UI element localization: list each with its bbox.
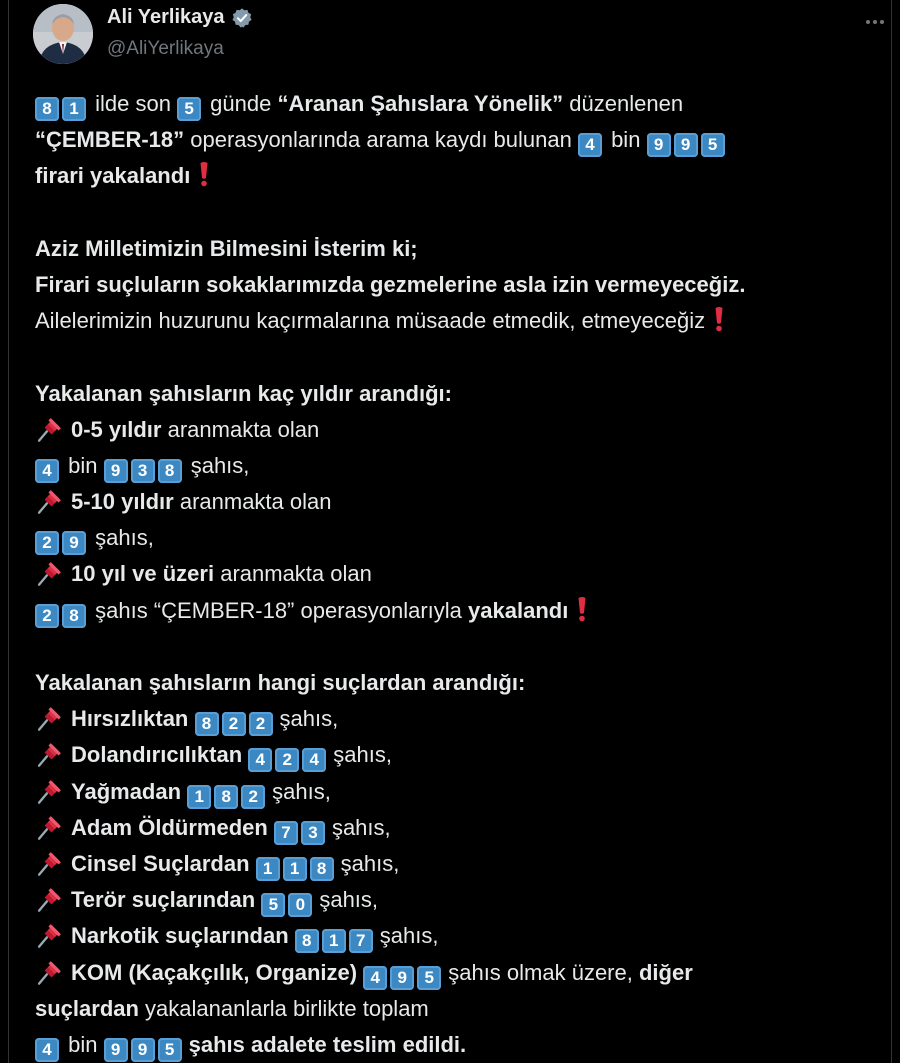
text-span: aranmakta olan (161, 416, 320, 442)
text-span: günde (204, 91, 278, 116)
text-span: şahıs, (279, 706, 339, 732)
tweet-line (35, 918, 885, 954)
tweet-line (35, 774, 885, 810)
text-span: Narkotik suçlarından (71, 923, 289, 949)
tweet-line (35, 846, 885, 882)
tweet-line (35, 556, 885, 592)
verified-badge-icon (231, 7, 253, 29)
keycap-digit: 1 (256, 857, 280, 881)
text-span: Yakalanan şahısların hangi suçlardan arandığı: (35, 670, 526, 695)
keycap-digit: 9 (647, 133, 671, 157)
text-span: şahıs, (319, 887, 379, 913)
text-span: Hırsızlıktan (71, 706, 189, 732)
keycap-group (363, 955, 444, 991)
text-span: şahıs “ÇEMBER-18” operasyonlarıyla (89, 597, 469, 623)
keycap-digit: 1 (322, 929, 346, 953)
pushpin-icon (35, 487, 65, 515)
text-span: operasyonlarında arama kaydı bulunan (184, 127, 578, 153)
keycap-digit: 8 (310, 857, 334, 881)
exclamation-icon (198, 161, 210, 187)
tweet-line (35, 520, 885, 556)
tweet-line (35, 810, 885, 846)
keycap-digit: 2 (35, 531, 59, 555)
keycap-group (104, 1027, 185, 1063)
text-span: Yağmadan (71, 778, 182, 804)
keycap-digit: 7 (274, 821, 298, 845)
pushpin-icon (35, 740, 65, 768)
tweet-line (35, 86, 885, 122)
display-name[interactable]: Ali Yerlikaya (107, 6, 225, 28)
keycap-digit: 5 (158, 1038, 182, 1062)
keycap-digit: 1 (62, 97, 86, 121)
keycap-digit: 9 (131, 1038, 155, 1062)
text-span: şahıs olmak üzere, (448, 959, 639, 985)
keycap-digit: 9 (674, 133, 698, 157)
keycap-digit: 5 (261, 893, 285, 917)
more-dot (880, 20, 884, 24)
more-dot (873, 20, 877, 24)
pushpin-icon (35, 415, 65, 443)
tweet-frame (8, 0, 892, 1063)
keycap-digit: 0 (288, 893, 312, 917)
keycap-digit: 2 (222, 712, 246, 736)
keycap-digit: 4 (578, 133, 602, 157)
keycap-digit: 9 (104, 1038, 128, 1062)
text-span: bin (62, 452, 104, 478)
text-span: Adam Öldürmeden (71, 814, 268, 840)
keycap-group (295, 918, 376, 954)
text-span: Terör suçlarından (71, 887, 256, 913)
more-options-icon[interactable] (861, 10, 889, 34)
avatar[interactable] (33, 4, 93, 64)
keycap-digit: 8 (214, 785, 238, 809)
keycap-group (187, 774, 268, 810)
tweet-line (35, 484, 885, 520)
keycap-digit: 1 (187, 785, 211, 809)
blank-line (35, 339, 885, 375)
pushpin-icon (35, 921, 65, 949)
tweet-line (35, 955, 885, 991)
text-span: şahıs, (184, 452, 250, 478)
text-span: “Aranan Şahıslara Yönelik” (277, 91, 564, 116)
tweet-line (35, 882, 885, 918)
keycap-digit: 4 (363, 966, 387, 990)
text-span: aranmakta olan (214, 561, 372, 587)
keycap-group (256, 846, 337, 882)
text-span: şahıs, (333, 742, 392, 768)
text-span: ilde son (89, 91, 178, 116)
keycap-digit: 4 (302, 748, 326, 772)
tweet-line (35, 412, 885, 448)
pushpin-icon (35, 813, 65, 841)
keycap-digit: 2 (241, 785, 265, 809)
keycap-digit: 2 (275, 748, 299, 772)
text-span: düzenlenen (563, 91, 684, 116)
exclamation-icon (713, 306, 725, 332)
text-span: yakalandı (468, 597, 569, 623)
text-span: şahıs, (340, 850, 400, 876)
text-span: şahıs, (379, 923, 439, 949)
blank-line (35, 629, 885, 665)
keycap-digit: 8 (158, 459, 182, 483)
tweet-line (35, 303, 885, 339)
text-span: aranmakta olan (173, 489, 332, 515)
text-span: şahıs adalete teslim edildi. (188, 1031, 467, 1057)
tweet-line (35, 701, 885, 737)
text-span: bin (604, 127, 647, 153)
tweet-line (35, 991, 885, 1027)
user-handle[interactable]: @AliYerlikaya (107, 38, 224, 59)
pushpin-icon (35, 885, 65, 913)
keycap-digit: 9 (104, 459, 128, 483)
tweet-line (35, 448, 885, 484)
keycap-digit: 9 (62, 531, 86, 555)
text-span: 10 yıl ve üzeri (71, 561, 215, 587)
text-span: şahıs, (89, 525, 154, 551)
tweet-line (35, 231, 885, 267)
text-span: 5-10 yıldır (71, 489, 174, 515)
text-span: KOM (Kaçakçılık, Organize) (71, 959, 358, 985)
tweet-line (35, 267, 885, 303)
keycap-group (261, 882, 315, 918)
keycap-digit: 3 (301, 821, 325, 845)
tweet-line (35, 593, 885, 629)
more-dot (866, 20, 870, 24)
keycap-digit: 8 (295, 929, 319, 953)
tweet-line (35, 1027, 885, 1063)
pushpin-icon (35, 704, 65, 732)
text-span: bin (62, 1031, 104, 1057)
text-span: şahıs, (331, 814, 391, 840)
keycap-group (195, 701, 276, 737)
tweet-text (35, 86, 885, 1063)
text-span: şahıs, (272, 778, 331, 804)
pushpin-icon (35, 559, 65, 587)
text-span: Aziz Milletimizin Bilmesini İsterim ki; (35, 235, 418, 261)
keycap-digit: 2 (35, 604, 59, 628)
blank-line (35, 195, 885, 231)
keycap-group (274, 810, 328, 846)
keycap-digit: 3 (131, 459, 155, 483)
text-span: Firari suçluların sokaklarımızda gezmelerine asla izin vermeyeceğiz. (35, 271, 746, 297)
keycap-digit: 5 (417, 966, 441, 990)
tweet-line (35, 376, 885, 412)
keycap-digit: 5 (177, 97, 201, 121)
keycap-digit: 1 (283, 857, 307, 881)
keycap-digit: 5 (701, 133, 725, 157)
pushpin-icon (35, 777, 65, 805)
keycap-digit: 7 (349, 929, 373, 953)
text-span: suçlardan (35, 995, 139, 1021)
tweet-line (35, 737, 885, 773)
keycap-digit: 2 (249, 712, 273, 736)
tweet-line (35, 158, 885, 194)
tweet-line (35, 665, 885, 701)
text-span: 0-5 yıldır (71, 416, 162, 442)
text-span: Dolandırıcılıktan (71, 742, 243, 768)
text-span: yakalananlarla birlikte toplam (138, 995, 429, 1021)
text-span: Ailelerimizin huzurunu kaçırmalarına müsaade etmedik, etmeyeceğiz (35, 308, 712, 334)
keycap-digit: 8 (195, 712, 219, 736)
exclamation-icon (576, 596, 588, 622)
keycap-digit: 4 (35, 459, 59, 483)
tweet-header (33, 4, 893, 68)
tweet-line (35, 122, 885, 158)
keycap-digit: 8 (35, 97, 59, 121)
keycap-digit: 4 (248, 748, 272, 772)
keycap-digit: 9 (390, 966, 414, 990)
keycap-digit: 8 (62, 604, 86, 628)
text-span: “ÇEMBER-18” (35, 127, 185, 153)
pushpin-icon (35, 849, 65, 877)
keycap-group (248, 737, 329, 773)
text-span: diğer (638, 959, 693, 985)
name-row (107, 6, 253, 29)
keycap-digit: 4 (35, 1038, 59, 1062)
text-span: Yakalanan şahısların kaç yıldır arandığı: (35, 380, 452, 406)
text-span: firari yakalandı (35, 163, 191, 189)
pushpin-icon (35, 958, 65, 986)
text-span: Cinsel Suçlardan (71, 850, 250, 876)
